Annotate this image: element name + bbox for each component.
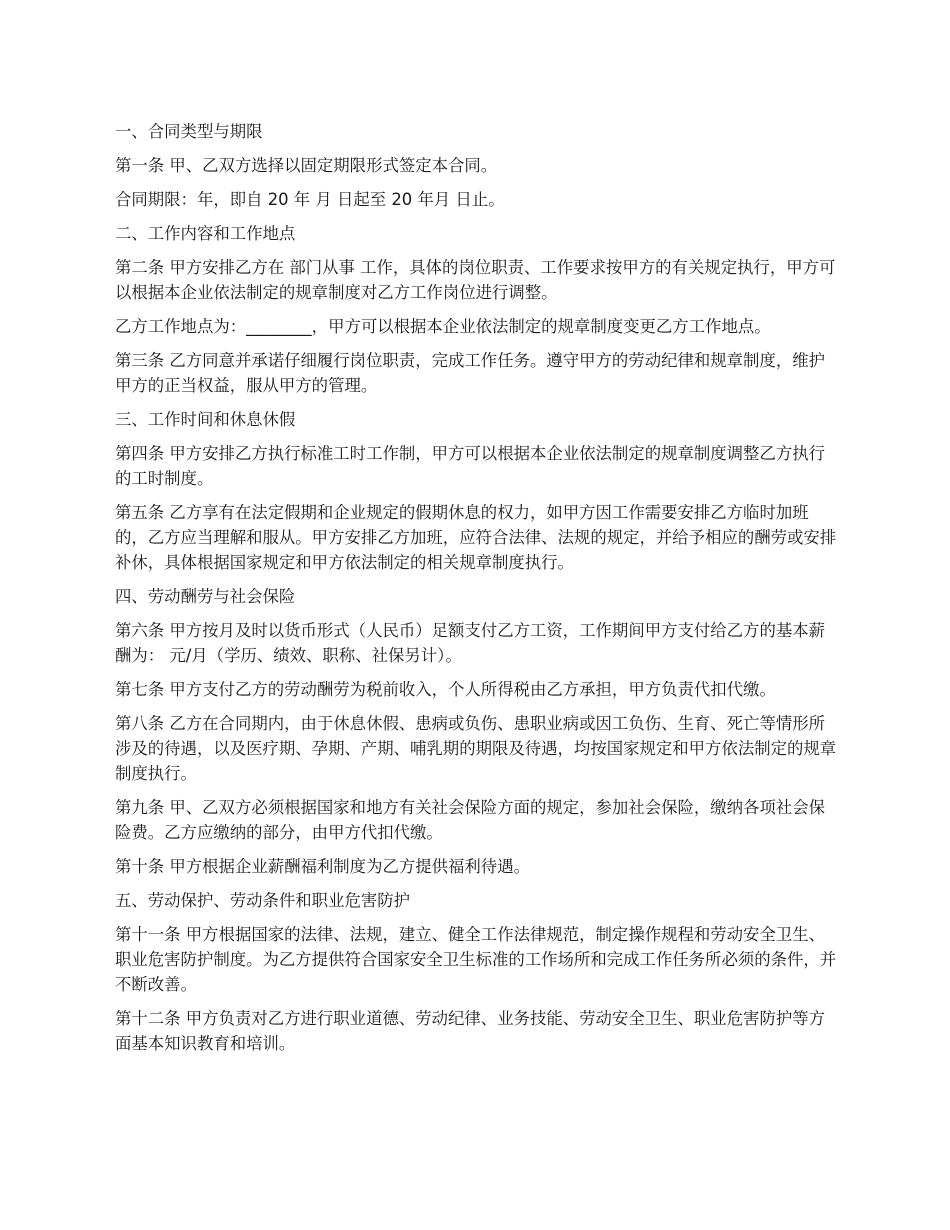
work-location: 乙方工作地点为：________，甲方可以根据本企业依法制定的规章制度变更乙方工作地点。 xyxy=(115,317,771,336)
section-heading-1: 一、合同类型与期限 xyxy=(115,122,263,141)
document-page xyxy=(115,119,840,1065)
clause-7: 第七条 甲方支付乙方的劳动酬劳为税前收入，个人所得税由乙方承担，甲方负责代扣代缴。 xyxy=(115,680,776,699)
section-heading-3: 三、工作时间和休息休假 xyxy=(115,410,296,429)
clause-5: 第五条 乙方享有在法定假期和企业规定的假期休息的权力，如甲方因工作需要安排乙方临时加班的，乙方应当理解和服从。甲方安排乙方加班，应符合法律、法规的规定，并给予相应的酬劳或安排补休，具体根据国家规定和甲方依法制定的相关规章制度执行。 xyxy=(115,503,837,572)
clause-10: 第十条 甲方根据企业薪酬福利制度为乙方提供福利待遇。 xyxy=(115,857,530,876)
clause-3: 第三条 乙方同意并承诺仔细履行岗位职责，完成工作任务。遵守甲方的劳动纪律和规章制度，维护甲方的正当权益，服从甲方的管理。 xyxy=(115,351,826,395)
clause-4: 第四条 甲方安排乙方执行标准工时工作制，甲方可以根据本企业依法制定的规章制度调整乙方执行的工时制度。 xyxy=(115,444,826,488)
clause-9: 第九条 甲、乙双方必须根据国家和地方有关社会保险方面的规定，参加社会保险，缴纳各项社会保险费。乙方应缴纳的部分，由甲方代扣代缴。 xyxy=(115,798,826,842)
clause-2: 第二条 甲方安排乙方在 部门从事 工作，具体的岗位职责、工作要求按甲方的有关规定执行，甲方可以根据本企业依法制定的规章制度对乙方工作岗位进行调整。 xyxy=(115,258,836,302)
clause-12: 第十二条 甲方负责对乙方进行职业道德、劳动纪律、业务技能、劳动安全卫生、职业危害防护等方面基本知识教育和培训。 xyxy=(115,1009,826,1053)
contract-term: 合同期限：年，即自 20 年 月 日起至 20 年月 日止。 xyxy=(115,190,505,209)
section-heading-2: 二、工作内容和工作地点 xyxy=(115,224,296,243)
clause-1: 第一条 甲、乙双方选择以固定期限形式签定本合同。 xyxy=(115,156,498,175)
section-heading-4: 四、劳动酬劳与社会保险 xyxy=(115,587,296,606)
section-heading-5: 五、劳动保护、劳动条件和职业危害防护 xyxy=(115,891,411,910)
clause-8: 第八条 乙方在合同期内，由于休息休假、患病或负伤、患职业病或因工负伤、生育、死亡等情形所涉及的待遇，以及医疗期、孕期、产期、哺乳期的期限及待遇，均按国家规定和甲方依法制定的规章制度执行。 xyxy=(115,714,837,783)
clause-11: 第十一条 甲方根据国家的法律、法规，建立、健全工作法律规范，制定操作规程和劳动安全卫生、职业危害防护制度。为乙方提供符合国家安全卫生标准的工作场所和完成工作任务所必须的条件，并不断改善。 xyxy=(115,925,837,994)
clause-6: 第六条 甲方按月及时以货币形式（人民币）足额支付乙方工资，工作期间甲方支付给乙方的基本薪酬为： 元/月（学历、绩效、职称、社保另计）。 xyxy=(115,621,826,665)
